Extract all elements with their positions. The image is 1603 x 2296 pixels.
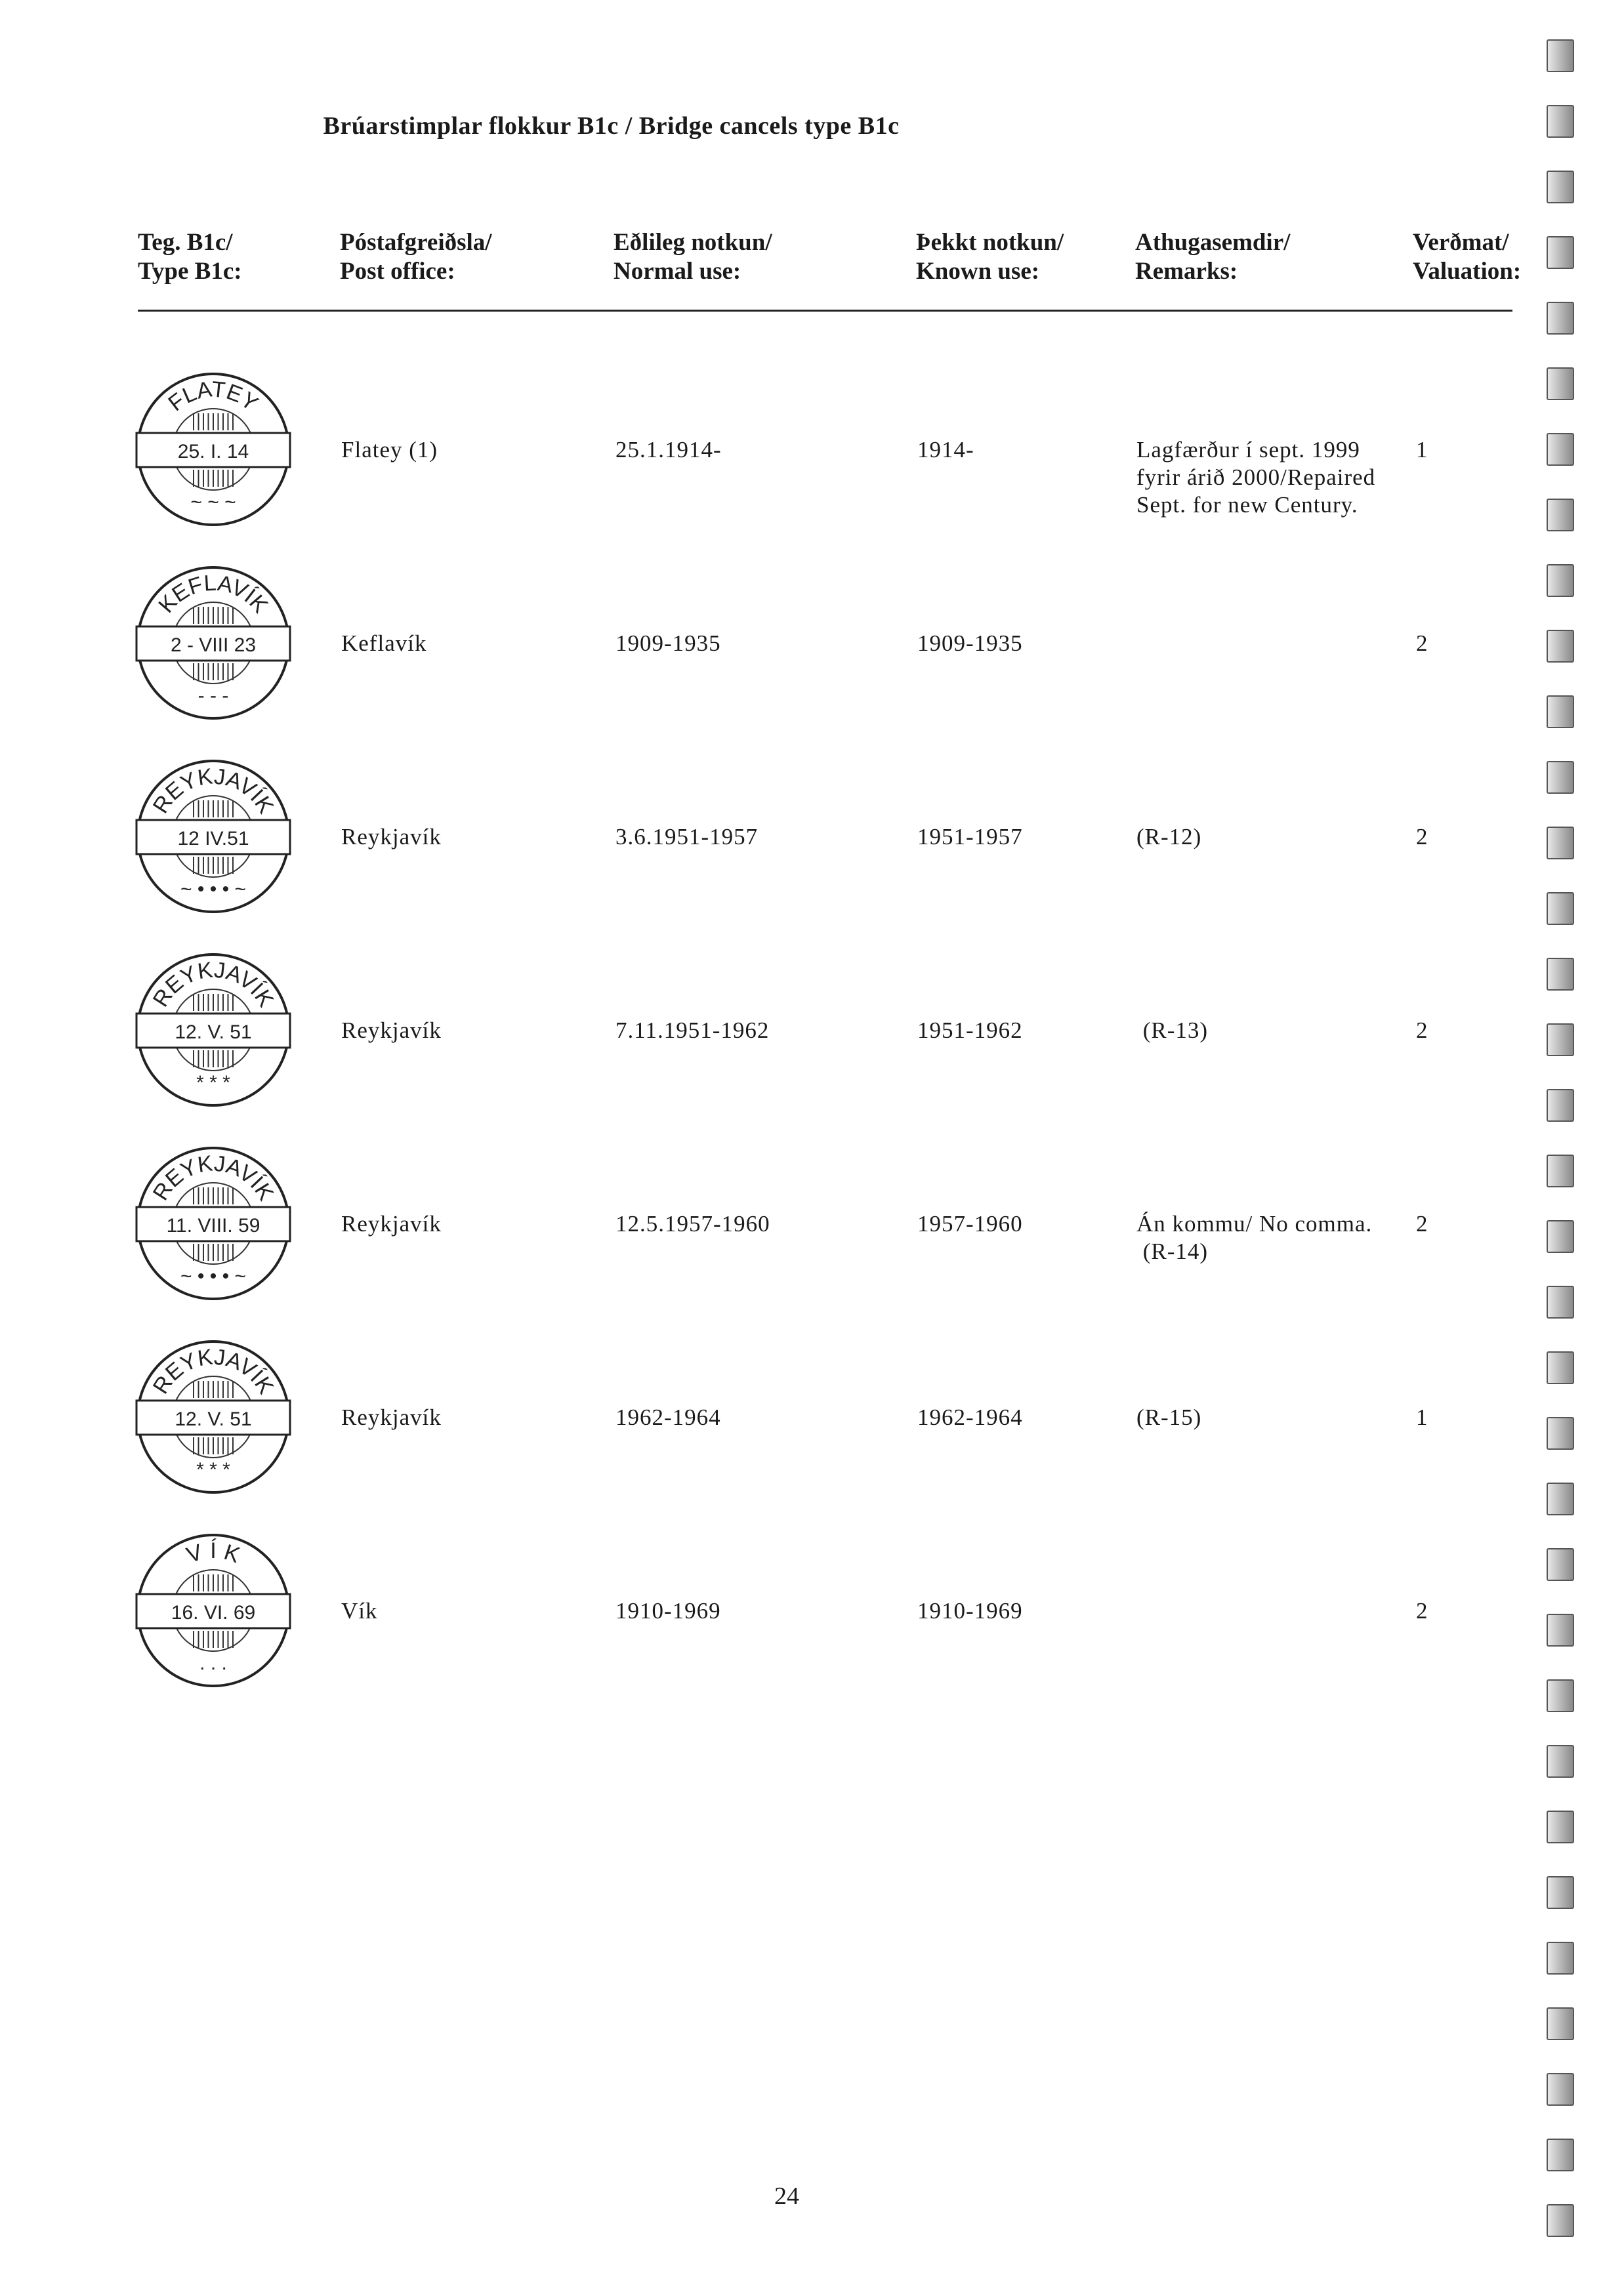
postmark-stamp	[131, 1141, 295, 1305]
stamp-place-name: FLATEY	[163, 377, 263, 417]
post-office-cell: Flatey (1)	[341, 437, 438, 462]
header-known-line-1: Þekkt notkun/	[916, 229, 1064, 256]
binding-hole	[1547, 630, 1574, 663]
remarks-line: (R-12)	[1136, 824, 1202, 850]
table-row	[0, 561, 1603, 758]
header-valuation	[1413, 228, 1521, 286]
binding-hole	[1547, 2073, 1574, 2106]
binding-hole	[1547, 2007, 1574, 2040]
normal-use-cell: 25.1.1914-	[615, 437, 722, 462]
remarks-cell	[1136, 1210, 1372, 1265]
valuation-cell: 2	[1416, 630, 1428, 656]
stamp-place-name: KEFLAVÍK	[154, 570, 273, 618]
stamp-place-name: REYKJAVÍK	[148, 1151, 279, 1205]
page-title: Brúarstimplar flokkur B1c / Bridge cancels type B1c	[323, 112, 900, 140]
binding-hole	[1547, 761, 1574, 794]
normal-use-cell: 3.6.1951-1957	[615, 824, 759, 850]
known-use-cell: 1951-1962	[917, 1017, 1023, 1043]
remarks-line: Lagfærður í sept. 1999	[1136, 437, 1360, 462]
valuation-cell: 2	[1416, 1017, 1428, 1043]
remarks-line: Án kommu/ No comma.	[1136, 1211, 1373, 1237]
binding-hole	[1547, 367, 1574, 400]
known-use-cell: 1914-	[917, 437, 974, 462]
binding-hole	[1547, 1286, 1574, 1319]
normal-use-cell: 1910-1969	[615, 1598, 721, 1624]
binding-hole	[1547, 1811, 1574, 1843]
binding-hole	[1547, 1089, 1574, 1122]
remarks-cell	[1136, 1017, 1208, 1044]
stamp-date: 16. VI. 69	[171, 1602, 256, 1624]
known-use-cell: 1909-1935	[917, 630, 1023, 656]
header-office	[340, 228, 492, 286]
binding-hole	[1547, 302, 1574, 335]
stamp-ornament: ~ ~ ~	[190, 491, 236, 513]
remarks-cell	[1136, 823, 1201, 851]
binding-hole	[1547, 695, 1574, 728]
binding-hole	[1547, 1942, 1574, 1975]
normal-use-cell: 1962-1964	[615, 1404, 721, 1430]
stamp-date: 12 IV.51	[177, 828, 249, 850]
binding-hole	[1547, 1155, 1574, 1187]
binding-hole	[1547, 1614, 1574, 1647]
table-row	[0, 367, 1603, 564]
postmark-stamp	[131, 948, 295, 1112]
valuation-cell: 2	[1416, 824, 1428, 850]
header-type-line-2: Type B1c:	[138, 258, 242, 285]
postmark-stamp	[131, 367, 295, 531]
binding-hole	[1547, 433, 1574, 466]
header-remarks-line-2: Remarks:	[1135, 258, 1238, 285]
remarks-line: Sept. for new Century.	[1136, 492, 1358, 518]
remarks-cell	[1136, 1404, 1201, 1431]
post-office-cell: Reykjavík	[341, 1017, 442, 1043]
stamp-ornament: * * *	[196, 1459, 230, 1481]
binding-hole	[1547, 958, 1574, 991]
post-office-cell: Keflavík	[341, 630, 427, 656]
header-valuation-line-1: Verðmat/	[1413, 229, 1509, 256]
header-office-line-2: Post office:	[340, 258, 455, 285]
table-row	[0, 754, 1603, 951]
normal-use-cell: 7.11.1951-1962	[615, 1017, 770, 1043]
stamp-date: 2 - VIII 23	[170, 634, 257, 656]
header-normal-use	[614, 228, 772, 286]
post-office-cell: Reykjavík	[341, 1404, 442, 1430]
binding-hole	[1547, 499, 1574, 531]
known-use-cell: 1962-1964	[917, 1404, 1023, 1430]
binding-hole	[1547, 827, 1574, 859]
stamp-place-name: REYKJAVÍK	[148, 764, 279, 818]
normal-use-cell: 1909-1935	[615, 630, 721, 656]
post-office-cell: Reykjavík	[341, 1211, 442, 1237]
postmark-stamp	[131, 1335, 295, 1499]
page-number: 24	[774, 2183, 799, 2210]
binding-hole	[1547, 1679, 1574, 1712]
valuation-cell: 2	[1416, 1211, 1428, 1237]
post-office-cell: Vík	[341, 1598, 378, 1624]
postmark-stamp	[131, 561, 295, 725]
valuation-cell: 1	[1416, 1404, 1428, 1430]
spiral-binding	[1547, 0, 1579, 2296]
stamp-ornament: ~ • • • ~	[180, 1265, 246, 1287]
header-normal-line-2: Normal use:	[614, 258, 741, 285]
remarks-cell	[1136, 436, 1375, 519]
stamp-ornament: ~ • • • ~	[180, 878, 246, 900]
header-office-line-1: Póstafgreiðsla/	[340, 229, 492, 256]
stamp-date: 12. V. 51	[175, 1021, 252, 1043]
header-valuation-line-2: Valuation:	[1413, 258, 1522, 285]
valuation-cell: 2	[1416, 1598, 1428, 1624]
table-row	[0, 1528, 1603, 1725]
header-remarks	[1135, 228, 1290, 286]
binding-hole	[1547, 39, 1574, 72]
header-normal-line-1: Eðlileg notkun/	[614, 229, 772, 256]
known-use-cell: 1951-1957	[917, 824, 1023, 850]
binding-hole	[1547, 1417, 1574, 1450]
remarks-line: (R-13)	[1136, 1017, 1209, 1043]
binding-hole	[1547, 1351, 1574, 1384]
header-rule	[138, 310, 1512, 312]
stamp-ornament: * * *	[196, 1072, 230, 1094]
binding-hole	[1547, 1023, 1574, 1056]
binding-hole	[1547, 1876, 1574, 1909]
header-type-line-1: Teg. B1c/	[138, 229, 233, 256]
header-known-line-2: Known use:	[916, 258, 1040, 285]
postmark-stamp	[131, 1528, 295, 1692]
stamp-ornament: - - -	[198, 685, 229, 707]
header-known-use	[916, 228, 1064, 286]
remarks-line: (R-14)	[1136, 1239, 1209, 1264]
stamp-date: 12. V. 51	[175, 1408, 252, 1430]
binding-hole	[1547, 2204, 1574, 2237]
header-type	[138, 228, 242, 286]
postmark-stamp	[131, 754, 295, 918]
stamp-place-name: REYKJAVÍK	[148, 1344, 279, 1399]
table-row	[0, 948, 1603, 1145]
binding-hole	[1547, 1745, 1574, 1778]
binding-hole	[1547, 1220, 1574, 1253]
header-remarks-line-1: Athugasemdir/	[1135, 229, 1291, 256]
binding-hole	[1547, 236, 1574, 269]
known-use-cell: 1910-1969	[917, 1598, 1023, 1624]
binding-hole	[1547, 105, 1574, 138]
table-row	[0, 1141, 1603, 1338]
stamp-place-name: V Í K	[183, 1538, 243, 1568]
known-use-cell: 1957-1960	[917, 1211, 1023, 1237]
table-row	[0, 1335, 1603, 1532]
binding-hole	[1547, 171, 1574, 203]
stamp-ornament: . . .	[199, 1652, 227, 1674]
binding-hole	[1547, 564, 1574, 597]
remarks-line: (R-15)	[1136, 1404, 1202, 1430]
valuation-cell: 1	[1416, 437, 1428, 462]
stamp-date: 25. I. 14	[177, 441, 249, 462]
binding-hole	[1547, 2139, 1574, 2171]
remarks-line: fyrir árið 2000/Repaired	[1136, 464, 1376, 490]
binding-hole	[1547, 1548, 1574, 1581]
stamp-place-name: REYKJAVÍK	[148, 957, 279, 1012]
binding-hole	[1547, 892, 1574, 925]
normal-use-cell: 12.5.1957-1960	[615, 1211, 770, 1237]
stamp-date: 11. VIII. 59	[166, 1215, 260, 1237]
post-office-cell: Reykjavík	[341, 824, 442, 850]
binding-hole	[1547, 1483, 1574, 1515]
